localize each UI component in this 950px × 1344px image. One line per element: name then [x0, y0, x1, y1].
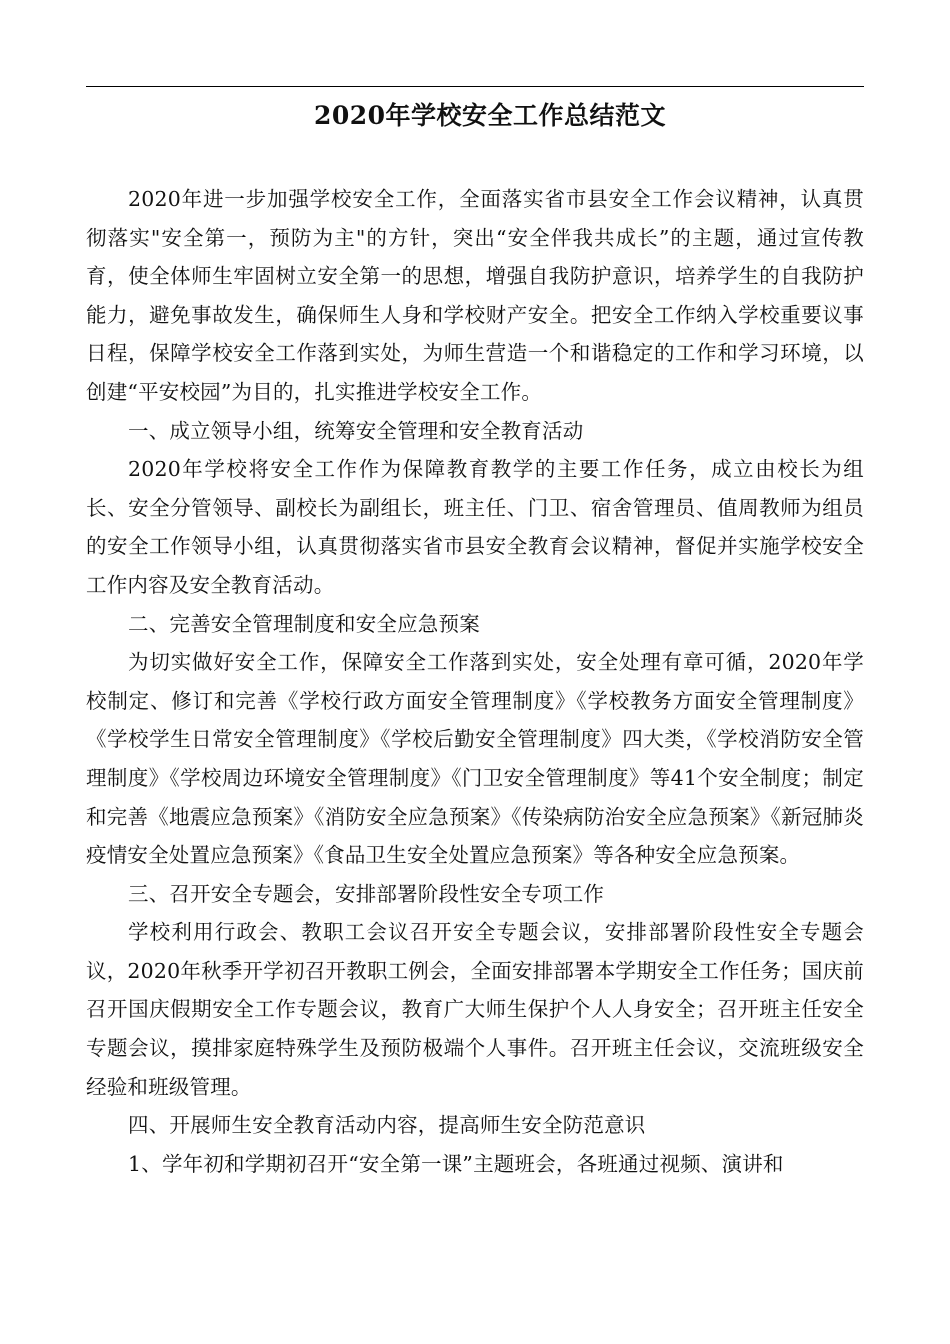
document-title: 2020年学校安全工作总结范文 — [313, 101, 667, 130]
section-3-paragraph: 学校利用行政会、教职工会议召开安全专题会议，安排部署阶段性安全专题会议，2020年秋季开学初召开教职工例会，全面安排部署本学期安全工作任务；国庆前召开国庆假期安全工作专题会议，教育广大师生保护个人人身安全；召开班主任安全专题会议，摸排家庭特殊学生及预防极端个人事件。召开班主任会议，交流班级安全经验和班级管理。 — [86, 920, 864, 1099]
section-heading-1: 一、成立领导小组，统筹安全管理和安全教育活动 — [128, 418, 584, 443]
section-2-paragraph: 为切实做好安全工作，保障安全工作落到实处，安全处理有章可循，2020年学校制定、修订和完善《学校行政方面安全管理制度》《学校教务方面安全管理制度》《学校学生日常安全管理制度》《学校后勤安全管理制度》四大类，《学校消防安全管理制度》《学校周边环境安全管理制度》《门卫安全管理制度》等41个安全制度；制定和完善《地震应急预案》《消防安全应急预案》《传染病防治安全应急预案》《新冠肺炎疫情安全处置应急预案》《食品卫生安全处置应急预案》等各种安全应急预案。 — [86, 650, 864, 868]
intro-paragraph: 2020年进一步加强学校安全工作，全面落实省市县安全工作会议精神，认真贯彻落实"安全第一，预防为主"的方针，突出“安全伴我共成长”的主题，通过宣传教育，使全体师生牢固树立安全第一的思想，增强自我防护意识，培养学生的自我防护能力，避免事故发生，确保师生人身和学校财产安全。把安全工作纳入学校重要议事日程，保障学校安全工作落到实处，为师生营造一个和谐稳定的工作和学习环境，以创建“平安校园”为目的，扎实推进学校安全工作。 — [86, 187, 864, 404]
section-heading-3: 三、召开安全专题会，安排部署阶段性安全专项工作 — [128, 881, 605, 906]
section-heading-2: 二、完善安全管理制度和安全应急预案 — [128, 611, 480, 636]
document-body — [86, 180, 864, 1183]
section-heading-4: 四、开展师生安全教育活动内容，提高师生安全防范意识 — [128, 1113, 646, 1138]
header-rule — [86, 86, 864, 87]
section-4-paragraph: 1、学年初和学期初召开“安全第一课”主题班会，各班通过视频、演讲和 — [128, 1151, 784, 1176]
section-1-paragraph: 2020年学校将安全工作作为保障教育教学的主要工作任务，成立由校长为组长、安全分管领导、副校长为副组长，班主任、门卫、宿舍管理员、值周教师为组员的安全工作领导小组，认真贯彻落实省市县安全教育会议精神，督促并实施学校安全工作内容及安全教育活动。 — [86, 457, 864, 597]
